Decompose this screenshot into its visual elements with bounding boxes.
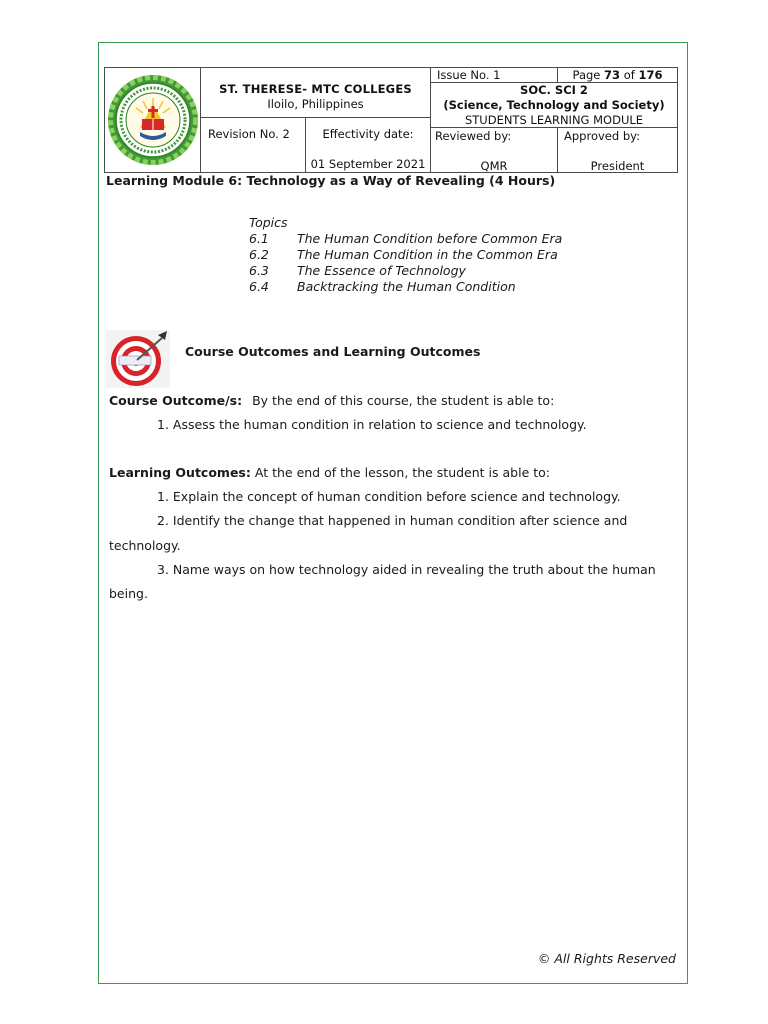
institution-name: ST. THERESE- MTC COLLEGES: [219, 82, 412, 96]
topic-title: Backtracking the Human Condition: [297, 279, 516, 294]
effectivity-date: 01 September 2021: [310, 157, 426, 171]
issue-number: Issue No. 1: [437, 68, 501, 82]
copyright-notice: © All Rights Reserved: [537, 951, 676, 966]
topic-title: The Human Condition before Common Era: [297, 231, 563, 246]
topic-item: [249, 231, 562, 247]
page-current: 73: [604, 68, 621, 82]
learning-outcomes-intro: At the end of the lesson, the student is able to:: [254, 465, 550, 480]
topic-number: 6.4: [249, 279, 269, 294]
header-table: [104, 67, 678, 173]
course-outcome-intro: By the end of this course, the student is able to:: [252, 393, 555, 408]
learning-outcomes-list: [109, 485, 681, 606]
course-cell: [430, 82, 678, 128]
topics-heading: Topics: [249, 215, 288, 230]
topic-title: The Essence of Technology: [297, 263, 466, 278]
reviewed-cell: [430, 127, 558, 173]
learning-outcome-item: 3. Name ways on how technology aided in revealing the truth about the human being.: [109, 561, 656, 602]
revision-number: Revision No. 2: [208, 127, 290, 141]
page-of: of: [623, 68, 635, 82]
topic-number: 6.1: [249, 231, 269, 246]
learning-outcome-item: 2. Identify the change that happened in human condition after science and technology.: [109, 513, 628, 553]
course-code: SOC. SCI 2: [520, 83, 588, 97]
topic-number: 6.2: [249, 247, 269, 262]
approved-value: President: [590, 159, 645, 173]
effectivity-label: Effectivity date:: [322, 127, 414, 141]
topic-title: The Human Condition in the Common Era: [297, 247, 558, 262]
topic-item: [249, 247, 562, 263]
course-outcome-item: 1. Assess the human condition in relation to science and technology.: [157, 417, 587, 432]
page-prefix: Page: [572, 68, 601, 82]
course-outcome-line: [109, 389, 554, 413]
outcomes-heading: Course Outcomes and Learning Outcomes: [185, 344, 481, 359]
reviewed-value: QMR: [480, 159, 508, 173]
institution-location: Iloilo, Philippines: [267, 97, 364, 111]
topics-list: [249, 215, 562, 295]
topic-number: 6.3: [249, 263, 269, 278]
effectivity-cell: [305, 117, 431, 173]
course-title: (Science, Technology and Society): [443, 98, 665, 112]
issue-cell: [430, 67, 558, 83]
learning-outcome-item: 1. Explain the concept of human condition before science and technology.: [157, 489, 621, 504]
module-title: Learning Module 6: Technology as a Way of Revealing (4 Hours): [106, 173, 556, 188]
revision-cell: [200, 117, 306, 173]
target-icon: [106, 330, 170, 388]
topic-item: [249, 279, 562, 295]
approved-label: Approved by:: [564, 129, 640, 143]
topic-item: [249, 263, 562, 279]
page-number-cell: [557, 67, 678, 83]
reviewed-label: Reviewed by:: [435, 129, 512, 143]
page-total: 176: [638, 68, 663, 82]
approved-cell: [557, 127, 678, 173]
logo-cell: [104, 67, 201, 173]
module-type: STUDENTS LEARNING MODULE: [464, 113, 644, 127]
learning-outcomes-label: Learning Outcomes:: [109, 465, 251, 480]
college-seal-logo: [105, 68, 201, 172]
institution-cell: [200, 67, 431, 118]
course-outcome-label: Course Outcome/s:: [109, 393, 243, 408]
learning-outcomes-line: [109, 461, 550, 485]
